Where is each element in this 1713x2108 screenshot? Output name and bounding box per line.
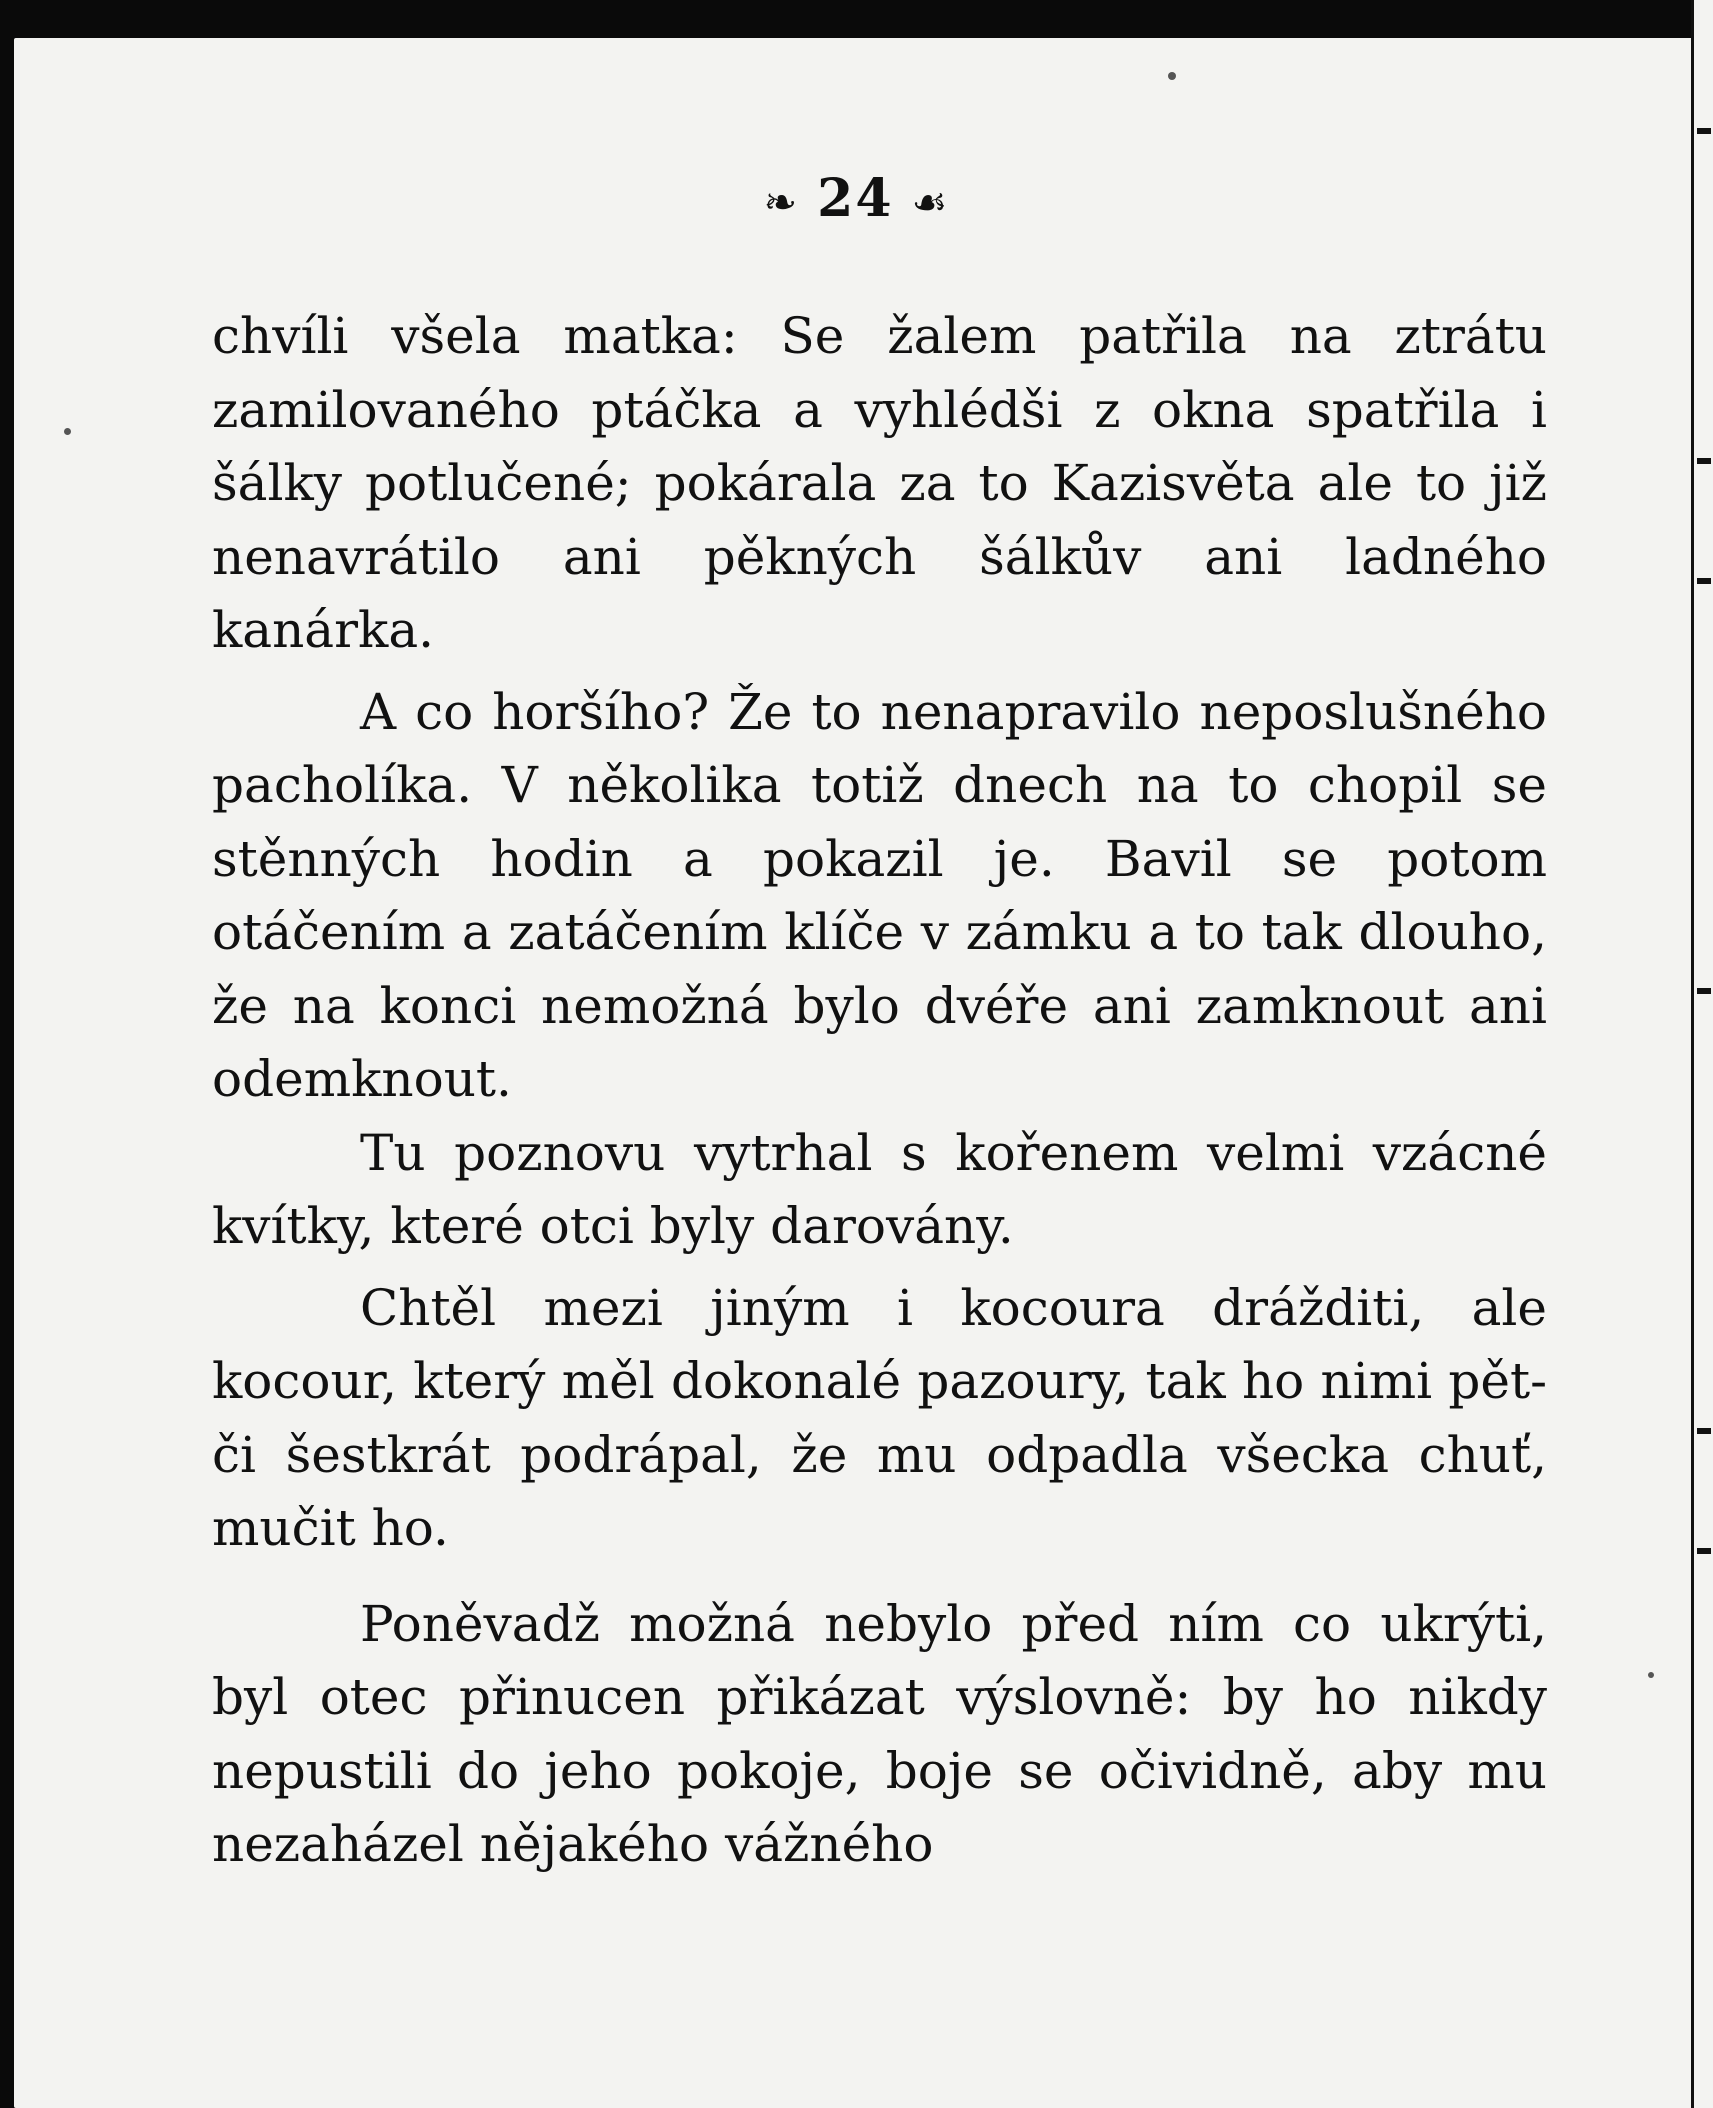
paragraph: chvíli všela matka: Se žalem patřila na ztrátu zamilovaného ptáčka a vyhlédši z okna spatřila i šálky potlučené; pokárala za to Kazisvěta ale to již nenavrátilo ani pěkných šálkův ani ladného kanárka. (212, 307, 1547, 659)
paragraph: Poněvadž možná nebylo před ním co ukrýti, byl otec přinucen přikázat výslovně: by ho nikdy nepustili do jeho pokoje, boje se očividně, aby mu nezaházel nějakého vážného (212, 1594, 1547, 1873)
print-speck (1168, 72, 1176, 80)
print-speck (1648, 1672, 1654, 1678)
print-speck (64, 428, 71, 435)
edge-mark (1697, 1428, 1711, 1434)
paragraph: Tu poznovu vytrhal s kořenem velmi vzácné kvítky, které otci byly darovány. (212, 1123, 1547, 1255)
edge-mark (1697, 578, 1711, 584)
page-number: 24 (817, 168, 894, 229)
edge-mark (1697, 1548, 1711, 1554)
edge-mark (1697, 128, 1711, 134)
edge-mark (1697, 988, 1711, 994)
adjacent-page-edge (1691, 0, 1713, 2108)
paragraph: Chtěl mezi jiným i kocoura drážditi, ale kocour, který měl dokonalé pazoury, tak ho nimi pět- či šestkrát podrápal, že mu odpadla všecka chuť, mučit ho. (212, 1278, 1547, 1557)
paragraph: A co horšího? Že to nenapravilo neposlušného pacholíka. V několika totiž dnech na to chopil se stěnných hodin a pokazil je. Bavil se potom otáčením a zatáčením klíče v zámku a to tak dlouho, že na konci nemožná bylo dvéře ani zamknout ani odemknout. (212, 682, 1547, 1108)
page-header (0, 168, 1713, 229)
body-text (212, 300, 1547, 1882)
ornament-right-icon: ☙ (911, 179, 950, 226)
ornament-left-icon: ❧ (763, 179, 800, 226)
edge-mark (1697, 458, 1711, 464)
